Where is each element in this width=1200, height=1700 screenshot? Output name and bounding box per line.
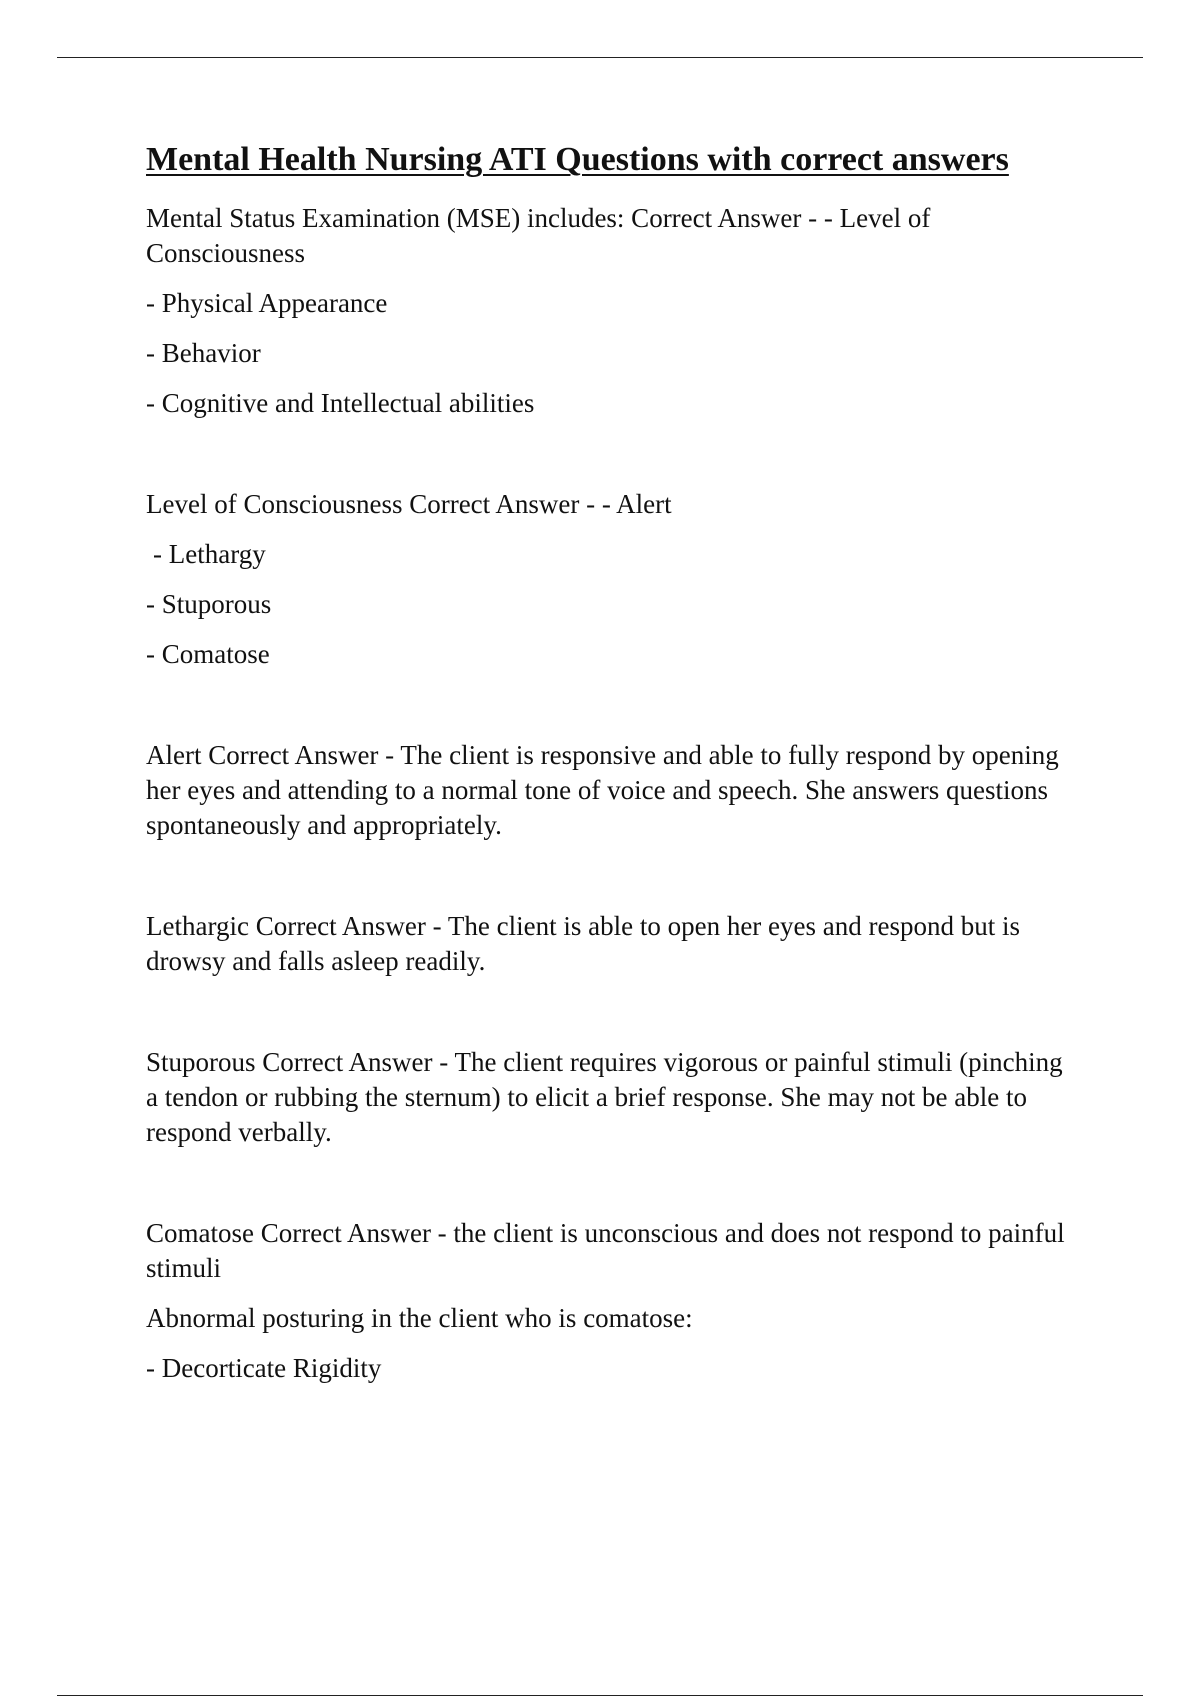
alert-answer: Alert Correct Answer - The client is responsive and able to fully respond by opening her eyes and attending to a normal tone of voice and speech. She answers questions spontaneously and appropriately. — [146, 739, 1059, 840]
document-title: Mental Health Nursing ATI Questions with correct answers — [146, 141, 1009, 178]
loc-item-comatose: - Comatose — [146, 638, 270, 669]
loc-item-stuporous: - Stuporous — [146, 588, 272, 619]
posturing-item-decorticate: - Decorticate Rigidity — [146, 1352, 382, 1383]
mse-question: Mental Status Examination (MSE) includes: Correct Answer - - Level of Consciousness — [146, 202, 931, 268]
loc-question: Level of Consciousness Correct Answer - - Alert — [146, 488, 672, 519]
loc-item-lethargy: - Lethargy — [153, 538, 266, 569]
mse-item-behavior: - Behavior — [146, 337, 261, 368]
mse-item-physical-appearance: - Physical Appearance — [146, 287, 388, 318]
lethargic-answer: Lethargic Correct Answer - The client is able to open her eyes and respond but is drowsy and falls asleep readily. — [146, 910, 1020, 976]
footer-rule — [57, 1695, 1143, 1696]
posturing-intro: Abnormal posturing in the client who is comatose: — [146, 1302, 693, 1333]
stuporous-answer: Stuporous Correct Answer - The client requires vigorous or painful stimuli (pinching a tendon or rubbing the sternum) to elicit a brief response. She may not be able to respond verbally. — [146, 1046, 1063, 1147]
mse-item-cognitive: - Cognitive and Intellectual abilities — [146, 387, 535, 418]
document-body — [146, 140, 1076, 1386]
comatose-answer: Comatose Correct Answer - the client is unconscious and does not respond to painful stimuli — [146, 1217, 1065, 1283]
header-rule — [57, 57, 1143, 58]
